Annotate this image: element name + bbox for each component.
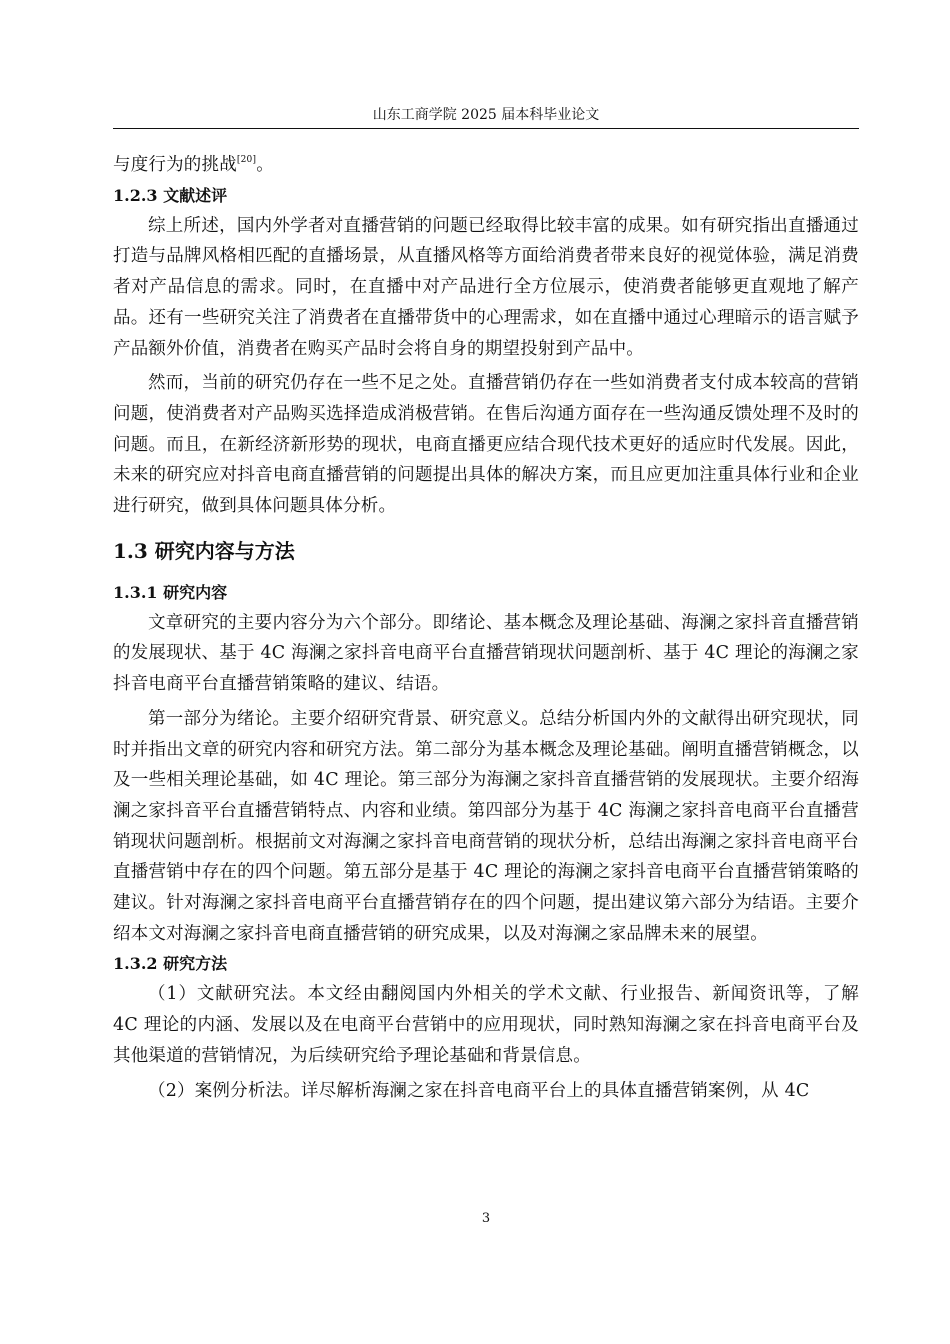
heading-1-3-2: 1.3.2 研究方法	[113, 954, 228, 974]
paragraph-method-2: （2）案例分析法。详尽解析海澜之家在抖音电商平台上的具体直播营销案例，从 4C	[148, 1080, 810, 1101]
continuation-paragraph	[113, 150, 859, 181]
continuation-text: 与度行为的挑战	[113, 155, 237, 175]
heading-1-3-1: 1.3.1 研究内容	[113, 582, 228, 602]
paragraph-method-1: （1）文献研究法。本文经由翻阅国内外相关的学术文献、行业报告、新闻资讯等，了解 4C 理论的内涵、发展以及在电商平台营销中的应用现状，同时熟知海澜之家在抖音电商平台及其他渠道的营销情况，为后续研究给予理论基础和背景信息。	[113, 984, 859, 1066]
paragraph-review-1: 综上所述，国内外学者对直播营销的问题已经取得比较丰富的成果。如有研究指出直播通过打造与品牌风格相匹配的直播场景，从直播风格等方面给消费者带来良好的视觉体验，满足消费者对产品信息的需求。同时，在直播中对产品进行全方位展示，使消费者能够更直观地了解产品。还有一些研究关注了消费者在直播带货中的心理需求，如在直播中通过心理暗示的语言赋予产品额外价值，消费者在购买产品时会将自身的期望投射到产品中。	[113, 215, 859, 359]
heading-1-2-3: 1.2.3 文献述评	[113, 185, 228, 205]
header-rule	[113, 128, 859, 129]
paragraph-content-1: 文章研究的主要内容分为六个部分。即绪论、基本概念及理论基础、海澜之家抖音直播营销的发展现状、基于 4C 海澜之家抖音电商平台直播营销现状问题剖析、基于 4C 理论的海澜之家抖音电商平台直播营销策略的建议、结语。	[113, 612, 859, 695]
page-number: 3	[481, 1211, 491, 1226]
heading-1-3: 1.3 研究内容与方法	[113, 538, 295, 563]
paragraph-review-2: 然而，当前的研究仍存在一些不足之处。直播营销仍存在一些如消费者支付成本较高的营销问题，使消费者对产品购买选择造成消极营销。在售后沟通方面存在一些沟通反馈处理不及时的问题。而且，在新经济新形势的现状，电商直播更应结合现代技术更好的适应时代发展。因此，未来的研究应对抖音电商直播营销的问题提出具体的解决方案，而且应更加注重具体行业和企业进行研究，做到具体问题具体分析。	[113, 373, 859, 517]
running-header: 山东工商学院 2025 届本科毕业论文	[372, 107, 600, 123]
citation-ref: [20]	[236, 155, 257, 165]
paragraph-content-2: 第一部分为绪论。主要介绍研究背景、研究意义。总结分析国内外的文献得出研究现状，同时并指出文章的研究内容和研究方法。第二部分为基本概念及理论基础。阐明直播营销概念，以及一些相关理论基础，如 4C 理论。第三部分为海澜之家抖音直播营销的发展现状。主要介绍海澜之家抖音平台直播营销特点、内容和业绩。第四部分为基于 4C 海澜之家抖音电商平台直播营销现状问题剖析。根据前文对海澜之家抖音电商营销的现状分析，总结出海澜之家抖音电商平台直播营销中存在的四个问题。第五部分是基于 4C 理论的海澜之家抖音电商平台直播营销策略的建议。针对海澜之家抖音电商平台直播营销存在的四个问题，提出建议第六部分为结语。主要介绍本文对海澜之家抖音电商直播营销的研究成果，以及对海澜之家品牌未来的展望。	[113, 708, 859, 944]
continuation-end: 。	[256, 155, 274, 175]
page-content	[113, 150, 859, 1106]
